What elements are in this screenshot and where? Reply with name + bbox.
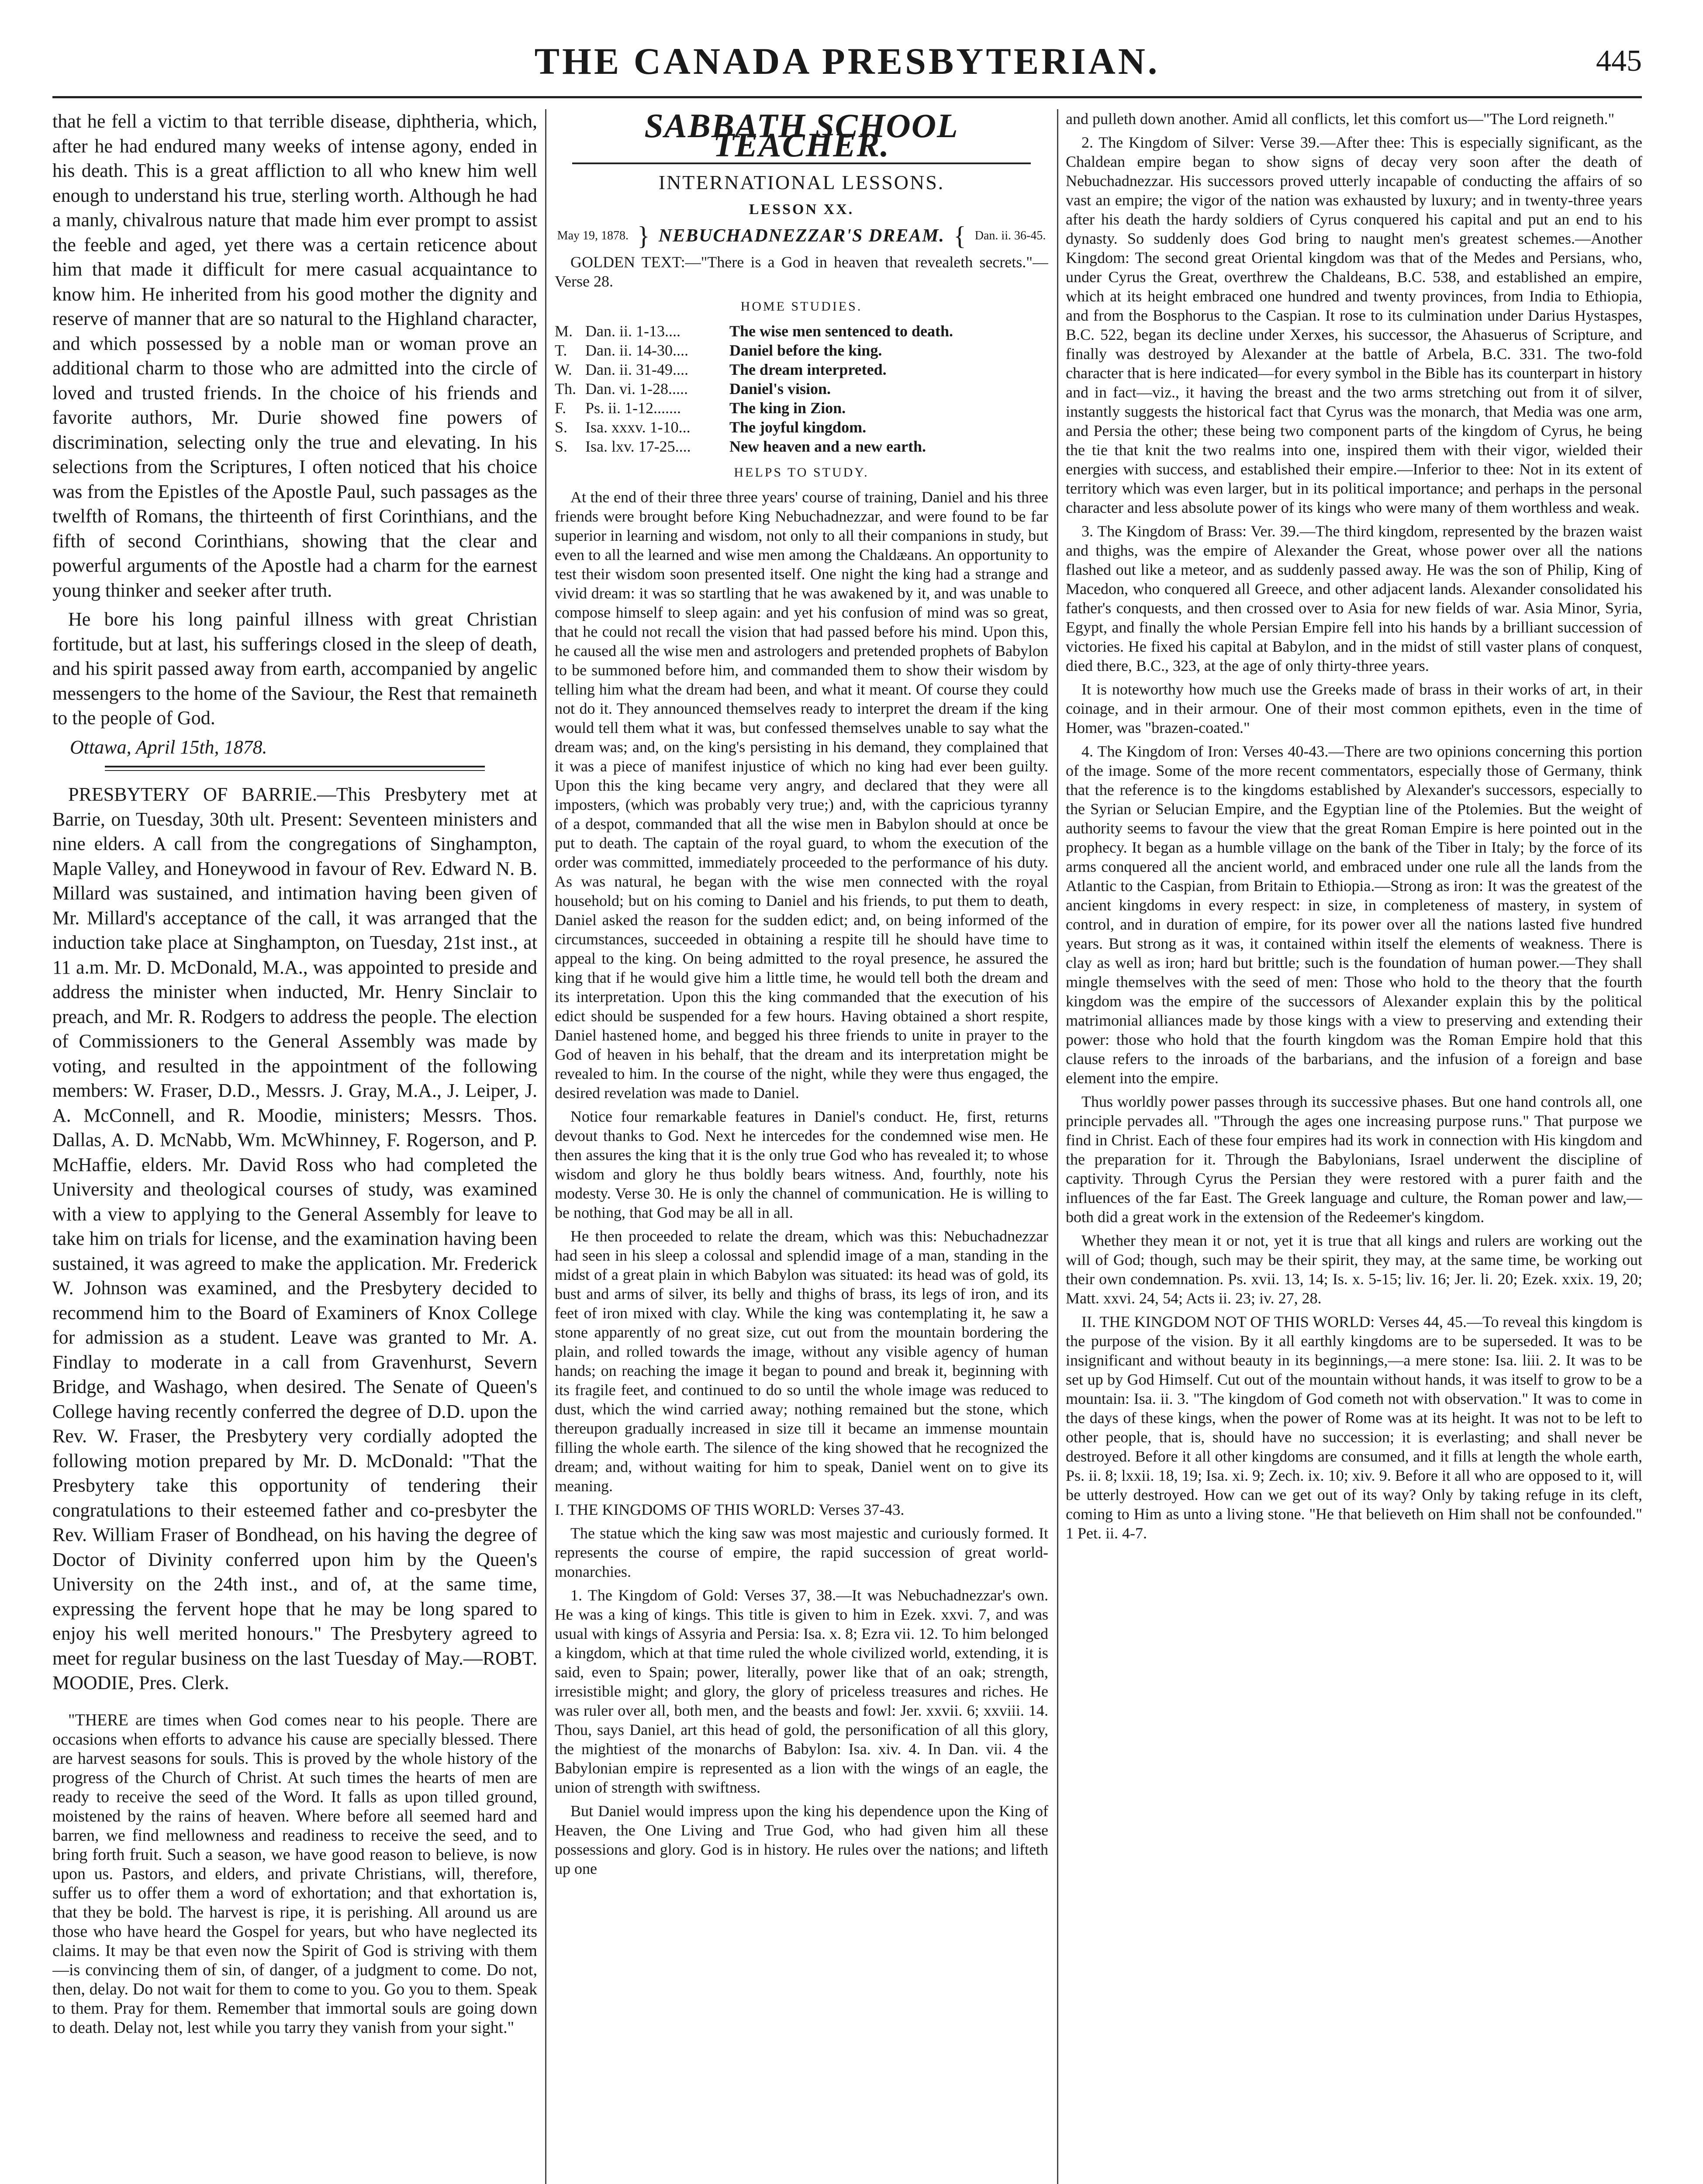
lesson-subheading: I. THE KINGDOMS OF THIS WORLD: Verses 37-43. — [555, 1501, 905, 1518]
lesson-number: LESSON XX. — [749, 201, 854, 218]
lesson-paragraph: The statue which the king saw was most majestic and curiously formed. It represents the course of empire, the rapid succession of great world-monarchies. — [555, 1524, 1048, 1580]
lesson-paragraph: Thus worldly power passes through its successive phases. But one hand controls all, one principle pervades all. "Through the ages one increasing purpose runs." That purpose we find in Christ. Each of these four empires had its work in connection with His kingdom and the preparation for it. Through the Babylonians, Israel underwent the discipline of captivity. Through Cyrus the Persian they were restored with a purer faith and the influences of the far East. The Greek language and culture, the Roman power and law,—both did a great work in the extension of the Redeemer's kingdom. — [1066, 1093, 1642, 1226]
golden-text: GOLDEN TEXT:—"There is a God in heaven that revealeth secrets."—Verse 28. — [555, 253, 1048, 290]
list-item: M. Dan. ii. 1-13.... The wise men sentenced to death. — [555, 322, 953, 340]
page-number: 445 — [1596, 44, 1642, 78]
column-rule — [1057, 109, 1058, 2184]
lesson-paragraph: Notice four remarkable features in Daniel's conduct. He, first, returns devout thanks to God. Next he intercedes for the condemned wise men. He then assures the king that it is the only true God who has revealed it; to whose wisdom and glory he thus boldly bears witness. And, fourthly, note his modesty. Verse 30. He is only the channel of communication. He is willing to be nothing, that God may be all in all. — [555, 1108, 1048, 1221]
column-3 — [1066, 109, 1642, 1547]
brace-glyph: { — [953, 221, 966, 250]
list-item: S. Isa. lxv. 17-25.... New heaven and a new earth. — [555, 438, 926, 455]
lesson-paragraph: 2. The Kingdom of Silver: Verse 39.—After thee: This is especially significant, as the Chaldean empire began to show signs of decay very soon after the death of Nebuchadnezzar. His successors proved utterly incapable of conducting the affairs of so vast an empire; the vigor of the nation was exhausted by luxury; and in twenty-three years after his death the hardy soldiers of Cyrus conquered his capital and put an end to his dynasty. So suddenly does God bring to naught men's greatest schemes.—Another Kingdom: The second great Oriental kingdom was that of the Medes and Persians, who, under Cyrus the Great, overthrew the Chaldeans, B.C. 538, and established an empire, which at its height embraced one hundred and twenty provinces, from India to Ethiopia, and from the Bosphorus to the Caspian. It rose to its culmination under Darius Hystaspes, B.C. 522, began its decline under Xerxes, his successor, the Ahasuerus of Scripture, and finally was destroyed by Alexander at the battle of Arbela, B.C. 331. The two-fold character that is here indicated—for every symbol in the Bible has its counterpart in history and in fact—viz., it having the breast and the two arms stretching out from it of silver, instantly suggests the historical fact that Cyrus was the monarch, that Media was one arm, and Persia the other; these being two component parts of the kingdom of Cyrus, he being the tie that knit the two realms into one, inspired them with their vigor, wielded their energies with success, and established their empire.—Inferior to thee: Not in its extent of territory which was even larger, but in its political importance; and perhaps in the personal character and less absolute power of its kings who were many of them worthless and weak. — [1066, 134, 1642, 516]
section-title: INTERNATIONAL LESSONS. — [658, 171, 945, 194]
helps-heading: HELPS TO STUDY. — [734, 465, 869, 480]
lesson-title: NEBUCHADNEZZAR'S DREAM. — [658, 226, 945, 246]
list-item: W. Dan. ii. 31-49.... The dream interpreted. — [555, 361, 887, 378]
section-divider — [105, 766, 485, 771]
list-item: T. Dan. ii. 14-30.... Daniel before the king. — [555, 342, 882, 359]
lesson-paragraph: and pulleth down another. Amid all conflicts, let this comfort us—"The Lord reigneth." — [1066, 110, 1615, 128]
column-2 — [555, 109, 1048, 1883]
lesson-paragraph: At the end of their three three years' course of training, Daniel and his three friends were brought before King Nebuchadnezzar, and were found to be far superior in learning and wisdom, not only to all their companions in study, but even to all the learned and wise men among the Chaldæans. An opportunity to test their wisdom soon presented itself. One night the king had a strange and vivid dream: it was so startling that he was awakened by it, and was unable to compose himself to sleep again: and yet his confusion of mind was so great, that he could not recall the vision that had passed before his mind. Upon this, he caused all the wise men and astrologers and pretended prophets of Babylon to be summoned before him, and commanded them to show their wisdom by telling him what the dream had been, and what it meant. Of course they could not do it. They announced themselves ready to interpret the dream if the king would tell them what it was, but confessed themselves unable to say what the dream was; and, on the king's persisting in his demand, they complained that it was a piece of manifest injustice of which no king had ever been guilty. Upon this the king became very angry, and declared that they were all imposters, (which was probably very true;) and, with the capricious tyranny of a despot, commanded that all the wise men in Babylon should at once be put to death. The captain of the royal guard, to whom the execution of the order was committed, immediately proceeded to the performance of his duty. As was natural, he began with the wise men connected with the royal household; but on his coming to Daniel and his friends, to put them to death, Daniel asked the reason for the sudden edict; and, on being informed of the circumstances, succeeded in obtaining a respite till he should have time to appeal to the king. On being admitted to the royal presence, he assured the king that if he would give him a little time, he would tell both the dream and its interpretation. Upon this the king commanded that the execution of his edict should be suspended for a few hours. Having obtained a short respite, Daniel hastened home, and begged his three friends to unite in prayer to the God of heaven in his behalf, that the dream and its interpretation might be revealed to him. In the course of the night, while they were thus engaged, the desired revelation was made to Daniel. — [555, 488, 1048, 1102]
column-rule — [545, 109, 546, 2184]
running-head — [52, 31, 1642, 100]
exhortation-quote: "THERE are times when God comes near to his people. There are occasions when efforts to advance his cause are specially blessed. There are harvest seasons for souls. This is proved by the whole history of the progress of the Church of Christ. At such times the hearts of men are ready to receive the seed of the Word. It falls as upon tilled ground, moistened by the rains of heaven. Where before all seemed hard and barren, we find mellowness and readiness to receive the seed, and to bring forth fruit. Such a season, we have good reason to believe, is now upon us. Pastors, and elders, and private Christians, will, therefore, suffer us to offer them a word of exhortation; and that exhortation is, that they be bold. The harvest is ripe, it is perishing. All around us are those who have heard the Gospel for years, but who have neglected its claims. It may be that even now the Spirit of God is striving with them—is convincing them of sin, of danger, of a judgment to come. Do not, then, delay. Do not wait for them to come to you. Go you to them. Speak to them. Pray for them. Remember that immortal souls are going down to death. Delay not, lest while you tarry they vanish from your sight." — [52, 1711, 537, 2037]
home-studies-heading: HOME STUDIES. — [740, 299, 863, 314]
lesson-date: May 19, 1878. — [557, 229, 629, 242]
lesson-heading — [555, 221, 1048, 250]
list-item: S. Isa. xxxv. 1-10... The joyful kingdom. — [555, 418, 867, 436]
presbytery-report: PRESBYTERY OF BARRIE.—This Presbytery met at Barrie, on Tuesday, 30th ult. Present: Seventeen ministers and nine elders. A call from the congregations of Singhampton, Maple Valley, and Honeywood in favour of Rev. Edward N. B. Millard was sustained, and intimation having been given of Mr. Millard's acceptance of the call, it was arranged that the induction take place at Singhampton, on Tuesday, 21st inst., at 11 a.m. Mr. D. McDonald, M.A., was appointed to preside and address the minister when inducted, Mr. Henry Sinclair to preach, and Mr. R. Rodgers to address the people. The election of Commissioners to the General Assembly was made by voting, and resulted in the appointment of the following members: W. Fraser, D.D., Messrs. J. Gray, M.A., J. Leiper, J. A. McConnell, and R. Moodie, ministers; Messrs. Thos. Dallas, A. D. McNabb, Wm. McWhinney, F. Rogerson, and P. McHaffie, elders. Mr. David Ross who had completed the University and theological courses of study, was examined with a view to applying to the General Assembly for leave to take him on trials for license, and the examination having been sustained, it was agreed to make the application. Mr. Frederick W. Johnson was examined, and the Presbytery decided to recommend him to the Board of Examiners of Knox College for admission as a student. Leave was granted to Mr. A. Findlay to moderate in a call from Gravenhurst, Severn Bridge, and Washago, when desired. The Senate of Queen's College having recently conferred the degree of D.D. upon the Rev. W. Fraser, the Presbytery very cordially adopted the following motion prepared by Mr. D. McDonald: "That the Presbytery take this opportunity of tendering their congratulations to their esteemed father and co-presbyter the Rev. William Fraser of Bondhead, on his having the degree of Doctor of Divinity conferred upon him by the Queen's University on the 24th inst., and of, at the same time, expressing the fervent hope that he may be long spared to enjoy his well merited honours." The Presbytery agreed to meet for regular business on the last Tuesday of May.—ROBT. MOODIE, Pres. Clerk. — [52, 784, 537, 1693]
list-item: F. Ps. ii. 1-12....... The king in Zion. — [555, 399, 846, 417]
lesson-paragraph: It is noteworthy how much use the Greeks made of brass in their works of art, in their coinage, and in their armour. One of their most common epithets, even in the time of Homer, was "brazen-coated." — [1066, 681, 1642, 736]
home-studies-list — [555, 321, 1048, 456]
sabbath-school-banner: SABBATH SCHOOL TEACHER. — [644, 109, 959, 164]
list-item: Th. Dan. vi. 1-28..... Daniel's vision. — [555, 380, 831, 397]
lesson-paragraph: II. THE KINGDOM NOT OF THIS WORLD: Verses 44, 45.—To reveal this kingdom is the purpose of the vision. By it all earthly kingdoms are to be superseded. It was to be insignificant and without beauty in its beginnings,—a mere stone: Isa. liii. 2. It was to be set up by God Himself. Cut out of the mountain without hands, it was itself to grow to be a mountain: Isa. ii. 3. "The kingdom of God cometh not with observation." It was to come in the days of these kings, when the power of Rome was at its height. It was not to be left to other people, that is, should have no succession; it is everlasting; and shall never be destroyed. Before it all other kingdoms are consumed, and it fills at length the whole earth, Ps. ii. 8; lxxii. 18, 19; Isa. xi. 9; Zech. ix. 10; xiv. 9. Before it all who are opposed to it, will be utterly destroyed. How can we get out of its way? Only by taking refuge in its cleft, coming to Him as unto a living stone. "He that believeth on Him shall not be confounded." 1 Pet. ii. 4-7. — [1066, 1313, 1642, 1542]
lesson-reference: Dan. ii. 36-45. — [974, 229, 1046, 242]
lesson-paragraph: 4. The Kingdom of Iron: Verses 40-43.—There are two opinions concerning this portion of the image. Some of the more recent commentators, especially those of Germany, think that the reference is to the kingdoms established by Alexander's successors, especially to the Syrian or Selucian Empire, and the Egyptian line of the Ptolemies. But the weight of authority seems to favour the view that the great Roman Empire is here pointed out in the prophecy. It began as a humble village on the bank of the Tiber in Italy; by the force of its arms conquered all the ancient world, and embraced under one rule all the lands from the Atlantic to the Caspian, from Britain to Ethiopia.—Strong as iron: It was the greatest of the ancient kingdoms in every respect: in size, in completeness of mastery, in system of control, and in duration of empire, for its power over all the nations lasted five hundred years. But strong as it was, it contained within itself the elements of weakness. There is clay as well as iron; hard but brittle; such is the foundation of human power.—They shall mingle themselves with the seed of men: Those who hold to the theory that the fourth kingdom was the empire of the successors of Alexander explain this by the political matrimonial alliances made by those kings with a view to preserving and extending their power: those who hold that the fourth kingdom was the Roman Empire hold that this clause refers to the inroads of the barbarians, and the infusion of a foreign and base element into the empire. — [1066, 743, 1642, 1087]
header-rule — [52, 96, 1642, 98]
lesson-paragraph: But Daniel would impress upon the king his dependence upon the King of Heaven, the One Living and True God, who had given him all these possessions and glory. God is in history. He rules over the nations; and lifteth up one — [555, 1802, 1048, 1877]
lesson-paragraph: 1. The Kingdom of Gold: Verses 37, 38.—It was Nebuchadnezzar's own. He was a king of kings. This title is given to him in Ezek. xxvi. 7, and was usual with kings of Assyria and Persia: Isa. x. 8; Ezra vii. 12. To him belonged a kingdom, which at that time ruled the whole civilized world, extending, it is said, even to Spain; power, literally, power like that of an oak; strength, irresistible might; and glory, the glory of priceless treasures and riches. He was ruler over all, both men, and the beasts and fowl: Jer. xxvii. 6; xxviii. 14. Thou, says Daniel, art this head of gold, the personification of all this glory, the mightiest of the monarchs of Babylon: Isa. xiv. 4. In Dan. vii. 4 the Babylonian empire is represented as a lion with the wings of an eagle, the union of strength with swiftness. — [555, 1586, 1048, 1796]
journal-title: THE CANADA PRESBYTERIAN. — [534, 40, 1160, 82]
obituary-paragraph: that he fell a victim to that terrible disease, diphtheria, which, after he had endured many weeks of intense agony, ended in his death. This is a great affliction to all who knew him well enough to understand his true, sterling worth. Although he had a manly, chivalrous nature that made him ever prompt to assist the feeble and aged, yet there was a certain reticence about him that made it difficult for mere casual acquaintance to know him. He inherited from his good mother the dignity and reserve of manner that are so natural to the Highland character, and which possessed by a noble man or woman prove an additional charm to those who are admitted into the circle of loved and trusted friends. In the choice of his friends and favorite authors, Mr. Durie showed fine powers of discrimination, selecting only the true and elevating. In his selections from the Scriptures, I often noticed that his choice was from the Epistles of the Apostle Paul, such passages as the twelfth of Romans, the thirteenth of first Corinthians, and the fifth of second Corinthians, showing that the clear and powerful arguments of the Apostle had a charm for the earnest young thinker and seeker after truth. — [52, 111, 537, 601]
lesson-paragraph: Whether they mean it or not, yet it is true that all kings and rulers are working out the will of God; though, such may be their spirit, they may, at the same time, be working out their own condemnation. Ps. xvii. 13, 14; Is. x. 5-15; liv. 16; Jer. li. 20; Ezek. xxix. 19, 20; Matt. xxvi. 24, 54; Acts ii. 23; iv. 27, 28. — [1066, 1232, 1642, 1307]
column-1 — [52, 109, 537, 2042]
lesson-paragraph: 3. The Kingdom of Brass: Ver. 39.—The third kingdom, represented by the brazen waist and thighs, was the empire of Alexander the Great, whose power over all the nations flashed out like a meteor, and as suddenly passed away. He was the son of Philip, King of Macedon, who conquered all Greece, and other adjacent lands. Alexander consolidated his father's conquests, and then crossed over to Asia for new fields of war. Asia Minor, Syria, Egypt, and finally the whole Persian Empire fell into his hands by a brilliant succession of victories. He fixed his capital at Babylon, and in the midst of still vaster plans of conquest, died there, B.C., 323, at the age of only thirty-three years. — [1066, 522, 1642, 674]
obituary-signature: Ottawa, April 15th, 1878. — [70, 736, 267, 758]
brace-glyph: } — [637, 221, 650, 250]
obituary-paragraph: He bore his long painful illness with great Christian fortitude, but at last, his sufferings closed in the sleep of death, and his spirit passed away from earth, accompanied by angelic messengers to the home of the Saviour, the Rest that remaineth to the people of God. — [52, 608, 537, 729]
lesson-paragraph: He then proceeded to relate the dream, which was this: Nebuchadnezzar had seen in his sleep a colossal and splendid image of a man, standing in the midst of a great plain in which Babylon was situated: its head was of gold, its bust and arms of silver, its belly and thighs of brass, its legs of iron, and its feet of iron mixed with clay. While the king was contemplating it, he saw a stone apparently of no great size, cut out from the mountain bordering the plain, and rolled towards the image, without any visible agency of human hands; on reaching the image it began to pound and break it, beginning with its fragile feet, and continued to do so until the whole image was reduced to dust, which the wind carried away; nothing remained but the stone, which thereupon gradually increased in size till it became an immense mountain filling the whole earth. The silence of the king showed that he recognized the dream; and, without waiting for him to speak, Daniel went on to give its meaning. — [555, 1227, 1048, 1495]
